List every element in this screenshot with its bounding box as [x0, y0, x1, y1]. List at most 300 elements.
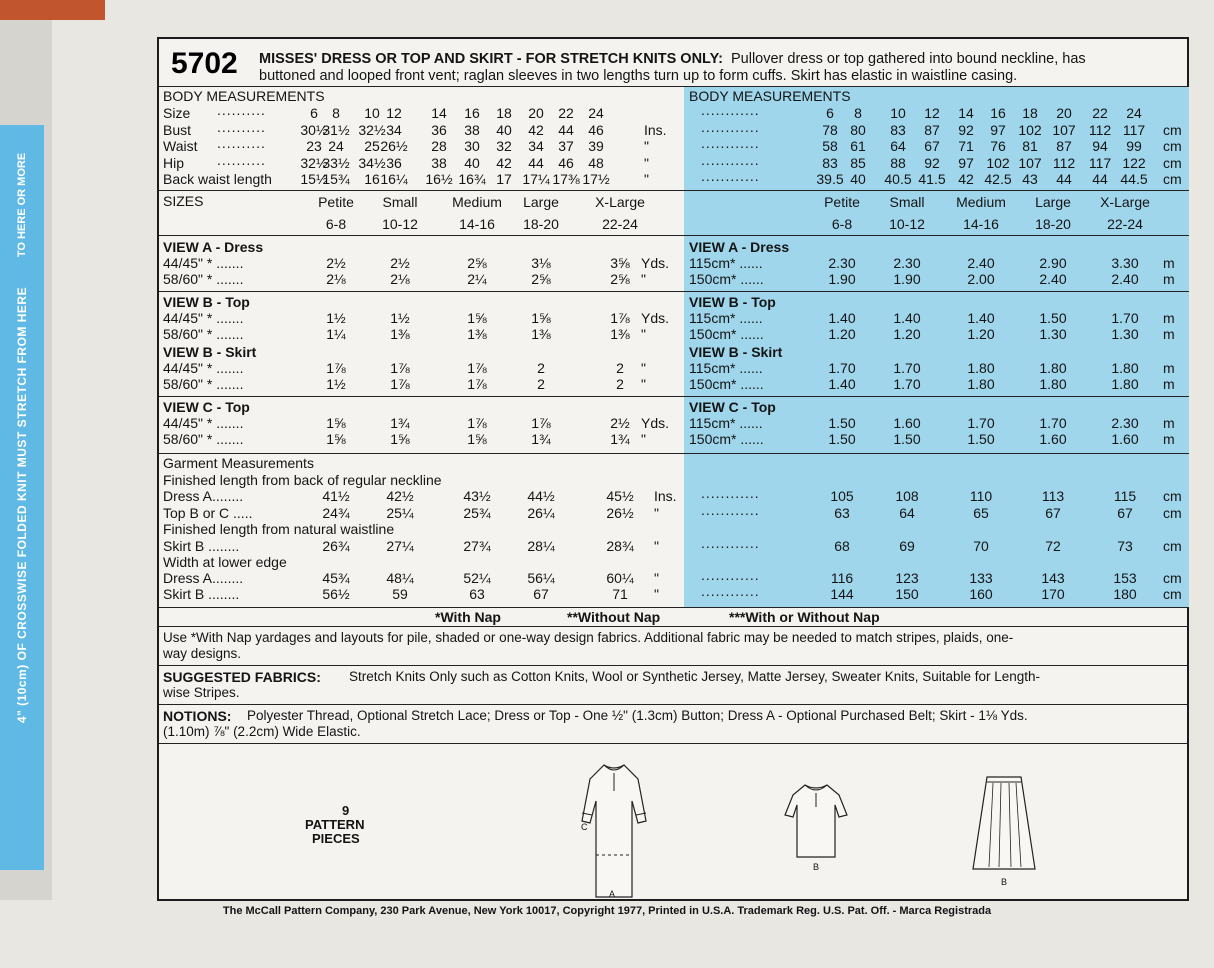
yardage-unit: Yds.: [641, 415, 670, 431]
garment-metric: 105: [830, 488, 854, 504]
garment-value: 24¾: [322, 505, 350, 521]
yardage-value: 1⅜: [467, 326, 487, 342]
measure-value: 17½: [582, 171, 610, 187]
garment-metric: 170: [1041, 586, 1065, 602]
measure-value: 16¼: [380, 171, 408, 187]
metric-value: 2.40: [1039, 271, 1067, 287]
measure-value: 6: [310, 105, 318, 121]
garment-sub-1: Finished length from back of regular neckline: [163, 472, 442, 488]
measure-value: 24: [1126, 105, 1142, 121]
garment-value: 59: [392, 586, 408, 602]
divider: [159, 86, 1189, 87]
measure-value: 39.5: [816, 171, 844, 187]
garment-label: Dress A........: [163, 488, 244, 504]
garment-metric-unit: cm: [1163, 586, 1182, 602]
size-range: 22-24: [1107, 216, 1143, 232]
measure-value: 31½: [322, 121, 350, 138]
garment-value: 71: [612, 586, 628, 602]
measure-value: 117: [1088, 154, 1112, 171]
yardage-value: 2½: [610, 415, 630, 431]
title-bold: MISSES' DRESS OR TOP AND SKIRT - FOR STRETCH KNITS ONLY:: [259, 51, 723, 67]
stretch-guide-text: 4" (10cm) OF CROSSWISE FOLDED KNIT MUST STRETCH FROM HERE: [15, 286, 29, 724]
garment-value: 28¾: [606, 538, 634, 554]
metric-value: 1.40: [893, 310, 921, 326]
yardage-value: 1⅜: [390, 326, 410, 342]
yardage-value: 1⅞: [390, 376, 410, 392]
metric-unit: m: [1163, 255, 1175, 271]
measure-value: 41.5: [918, 171, 946, 187]
metric-value: 2.40: [967, 255, 995, 271]
measure-value: 17¼: [522, 171, 550, 187]
yardage-value: 1⅝: [326, 415, 346, 431]
fabric-width-metric: 150cm* ......: [689, 271, 764, 287]
metric-value: 1.50: [1039, 310, 1067, 326]
measure-label: Bust: [163, 121, 192, 138]
notions-text-2: (1.10m) ⅞" (2.2cm) Wide Elastic.: [163, 724, 361, 739]
metric-value: 1.20: [967, 326, 995, 342]
measure-value: 17⅜: [552, 171, 580, 187]
measure-value: 30: [464, 138, 480, 154]
size-name: Medium: [956, 194, 1006, 210]
garment-value: 25¼: [386, 505, 414, 521]
measure-label: Waist: [163, 138, 198, 154]
divider: [159, 607, 1189, 608]
yardage-value: 2: [537, 376, 545, 392]
fabrics-text-1: Stretch Knits Only such as Cotton Knits, Wool or Synthetic Jersey, Matte Jersey, Sweater Knits, Suitable for Length-: [349, 669, 1041, 684]
measure-value: 34: [528, 138, 544, 154]
measure-value: 40: [850, 171, 866, 187]
yardage-unit: ": [641, 326, 646, 342]
measure-value: 22: [558, 105, 574, 121]
garment-metric: 113: [1041, 488, 1065, 504]
divider: [159, 396, 1189, 397]
metric-value: 1.70: [893, 360, 921, 376]
garment-metric: 70: [973, 538, 989, 554]
garment-value: 42½: [386, 488, 414, 504]
garment-value: 56½: [322, 586, 350, 602]
yardage-value: 1¾: [610, 431, 630, 447]
metric-value: 1.80: [1039, 376, 1067, 392]
measure-value: 80: [850, 121, 866, 138]
measure-value: 81: [1022, 138, 1038, 154]
divider: [159, 190, 1189, 191]
dot-leader: ............: [701, 135, 760, 151]
measure-value: 87: [924, 121, 940, 138]
metric-value: 1.60: [893, 415, 921, 431]
measure-value: 18: [496, 105, 512, 121]
size-range: 6-8: [831, 216, 853, 232]
measure-value: 8: [854, 105, 862, 121]
fabric-width-metric: 115cm* ......: [689, 360, 763, 376]
yardage-value: 1⅜: [531, 326, 551, 342]
measure-value: 15¾: [322, 171, 350, 187]
measure-value: 34: [386, 121, 402, 138]
garment-value: 45¾: [322, 570, 350, 586]
pattern-info-panel: [157, 37, 1189, 901]
sizes-label: SIZES: [163, 193, 204, 209]
metric-value: 1.40: [967, 310, 995, 326]
garment-metric: 108: [895, 488, 919, 504]
measure-value: 92: [958, 121, 974, 138]
yardage-value: 1⅞: [467, 360, 487, 376]
sketch-label-c: C: [581, 822, 588, 832]
measure-value: 87: [1056, 138, 1072, 154]
fabric-width-metric: 115cm* ......: [689, 415, 763, 431]
metric-value: 2.30: [1111, 415, 1139, 431]
measure-value: 107: [1018, 154, 1042, 171]
yardage-value: 2½: [390, 255, 410, 271]
fabric-width-metric: 150cm* ......: [689, 431, 764, 447]
metric-value: 1.90: [893, 271, 921, 287]
dot-leader: ............: [701, 102, 760, 118]
measure-value: 97: [990, 121, 1006, 138]
size-range: 18-20: [1035, 216, 1071, 232]
garment-value: 48¼: [386, 570, 414, 586]
skirt-sketch: [969, 773, 1039, 873]
view-title-metric: VIEW C - Top: [689, 399, 776, 415]
metric-value: 1.70: [1111, 310, 1139, 326]
body-measurements-label: BODY MEASUREMENTS: [163, 88, 325, 104]
measure-value: 97: [958, 154, 974, 171]
yardage-value: 1⅞: [326, 360, 346, 376]
yardage-value: 2⅝: [610, 271, 630, 287]
yardage-unit: ": [641, 431, 646, 447]
fabric-width: 44/45" * .......: [163, 310, 244, 326]
metric-value: 1.50: [828, 415, 856, 431]
measure-value: 88: [890, 154, 906, 171]
metric-value: 1.80: [1111, 376, 1139, 392]
garment-metric: 73: [1117, 538, 1133, 554]
yardage-value: 1⅝: [390, 431, 410, 447]
garment-value: 43½: [463, 488, 491, 504]
yardage-value: 1⅝: [467, 310, 487, 326]
yardage-value: 2⅛: [326, 271, 346, 287]
measure-value: 15½: [300, 171, 328, 187]
measure-value: 102: [986, 154, 1010, 171]
dot-leader: ..........: [217, 118, 266, 135]
metric-value: 1.40: [828, 376, 856, 392]
fabric-width: 58/60" * .......: [163, 376, 244, 392]
garment-value: 28¼: [527, 538, 555, 554]
measure-value: 22: [1092, 105, 1108, 121]
size-name: X-Large: [595, 194, 645, 210]
fabric-width-metric: 115cm* ......: [689, 310, 763, 326]
measure-value: 39: [588, 138, 604, 154]
yardage-unit: ": [641, 360, 646, 376]
size-name: Small: [889, 194, 925, 210]
size-range: 22-24: [602, 216, 638, 232]
garment-value: 67: [533, 586, 549, 602]
yardage-value: 1⅞: [390, 360, 410, 376]
metric-value: 2.40: [1111, 271, 1139, 287]
measure-value: 36: [431, 121, 447, 138]
dot-leader: ............: [701, 583, 760, 599]
measure-value: 8: [332, 105, 340, 121]
measure-value: 64: [890, 138, 906, 154]
garment-label: Skirt B ........: [163, 538, 240, 554]
notions-text-1: Polyester Thread, Optional Stretch Lace; Dress or Top - One ½" (1.3cm) Button; Dress A - Optional Purchased Belt; Skirt - 1⅛ Yds.: [247, 708, 1028, 723]
garment-metric: 160: [969, 586, 993, 602]
nap-without: **Without Nap: [567, 609, 661, 625]
measure-value: 83: [822, 154, 838, 171]
measure-value: 83: [890, 121, 906, 138]
size-range: 10-12: [889, 216, 925, 232]
view-title: VIEW B - Skirt: [163, 344, 257, 360]
metric-value: 1.30: [1039, 326, 1067, 342]
metric-unit: m: [1163, 326, 1175, 342]
metric-value: 1.60: [1111, 431, 1139, 447]
measure-value: 102: [1018, 121, 1042, 138]
fabrics-label: SUGGESTED FABRICS:: [163, 669, 321, 685]
garment-value: 26½: [606, 505, 634, 521]
yardage-unit: ": [641, 271, 646, 287]
use-note-1: Use *With Nap yardages and layouts for pile, shaded or one-way design fabrics. Additional fabric may be needed to match stripes, plaids, one-: [163, 630, 1014, 645]
measure-value: 92: [924, 154, 940, 171]
view-title: VIEW A - Dress: [163, 239, 264, 255]
measure-unit: cm: [1163, 154, 1182, 171]
view-title: VIEW C - Top: [163, 399, 250, 415]
garment-metric: 123: [895, 570, 919, 586]
dot-leader: ..........: [217, 151, 266, 168]
yardage-value: 3⅛: [531, 255, 551, 271]
yardage-value: 1½: [326, 310, 346, 326]
dot-leader: ............: [701, 151, 760, 168]
yardage-value: 2⅛: [390, 271, 410, 287]
size-name: Large: [1035, 194, 1071, 210]
dot-leader: ............: [701, 485, 760, 501]
measure-value: 40: [496, 121, 512, 138]
metric-value: 2.30: [893, 255, 921, 271]
measure-value: 48: [588, 154, 604, 171]
metric-unit: m: [1163, 271, 1175, 287]
garment-value: 41½: [322, 488, 350, 504]
measure-value: 6: [826, 105, 834, 121]
metric-value: 1.80: [1039, 360, 1067, 376]
garment-metric: 65: [973, 505, 989, 521]
dot-leader: ............: [701, 118, 760, 135]
pattern-pieces-count: 9: [342, 803, 350, 818]
yardage-value: 2: [616, 376, 624, 392]
measure-value: 33½: [322, 154, 350, 171]
garment-metric: 153: [1113, 570, 1137, 586]
view-title: VIEW B - Top: [163, 294, 250, 310]
yardage-value: 2¼: [467, 271, 487, 287]
sketch-label-b1: B: [813, 862, 820, 872]
metric-value: 1.20: [893, 326, 921, 342]
metric-value: 3.30: [1111, 255, 1139, 271]
garment-sub-2: Finished length from natural waistline: [163, 521, 395, 537]
garment-value: 56¼: [527, 570, 555, 586]
measure-value: 34½: [358, 154, 386, 171]
garment-metric: 143: [1041, 570, 1065, 586]
measure-value: 37: [558, 138, 574, 154]
sketch-label-a: A: [609, 889, 616, 899]
measure-value: 76: [990, 138, 1006, 154]
measure-value: 38: [464, 121, 480, 138]
fabric-width: 44/45" * .......: [163, 415, 244, 431]
yardage-value: 1¾: [531, 431, 551, 447]
measure-value: 18: [1022, 105, 1038, 121]
measure-value: 44.5: [1120, 171, 1148, 187]
measure-value: 16: [990, 105, 1006, 121]
garment-metric-unit: cm: [1163, 488, 1182, 504]
measure-value: 67: [924, 138, 940, 154]
metric-value: 2.30: [828, 255, 856, 271]
garment-metric: 68: [834, 538, 850, 554]
divider: [159, 453, 1189, 454]
body-measurements-label-metric: BODY MEASUREMENTS: [689, 88, 851, 104]
measure-label: Back waist length: [163, 171, 272, 187]
garment-metric: 67: [1045, 505, 1061, 521]
measure-unit: cm: [1163, 171, 1182, 187]
divider: [159, 291, 1189, 292]
divider: [159, 665, 1189, 666]
divider: [159, 626, 1189, 627]
size-name: X-Large: [1100, 194, 1150, 210]
measure-value: 85: [850, 154, 866, 171]
garment-sub-3: Width at lower edge: [163, 554, 287, 570]
measure-value: 42.5: [984, 171, 1012, 187]
size-name: Small: [382, 194, 418, 210]
fabric-width-metric: 150cm* ......: [689, 326, 764, 342]
dot-leader: ............: [701, 168, 760, 184]
garment-metric: 110: [969, 488, 993, 504]
metric-value: 2.90: [1039, 255, 1067, 271]
garment-metric: 150: [895, 586, 919, 602]
size-range: 14-16: [963, 216, 999, 232]
garment-metric: 180: [1113, 586, 1137, 602]
measure-value: 16: [464, 105, 480, 121]
garment-label: Skirt B ........: [163, 586, 240, 602]
pattern-pieces-label-2: PIECES: [312, 831, 360, 846]
measure-value: 99: [1126, 138, 1142, 154]
measure-value: 42: [958, 171, 974, 187]
garment-metric: 115: [1113, 488, 1137, 504]
title-rest-2: buttoned and looped front vent; raglan sleeves in two lengths turn up to form cuffs. Skirt has elastic in waistline casing.: [259, 68, 1018, 84]
measure-value: 42: [528, 121, 544, 138]
size-name: Petite: [318, 194, 354, 210]
measure-unit: ": [644, 138, 649, 154]
garment-unit: Ins.: [654, 488, 677, 504]
metric-unit: m: [1163, 310, 1175, 326]
garment-value: 63: [469, 586, 485, 602]
size-range: 6-8: [325, 216, 347, 232]
nap-either: ***With or Without Nap: [729, 609, 880, 625]
fabric-width: 58/60" * .......: [163, 326, 244, 342]
metric-value: 1.70: [828, 360, 856, 376]
dot-leader: ..........: [217, 102, 266, 118]
garment-value: 44½: [527, 488, 555, 504]
fabric-width-metric: 115cm* ......: [689, 255, 763, 271]
metric-value: 1.50: [828, 431, 856, 447]
measure-value: 25: [364, 138, 380, 154]
metric-value: 1.40: [828, 310, 856, 326]
measure-value: 32½: [300, 154, 328, 171]
fabric-width: 58/60" * .......: [163, 271, 244, 287]
measure-value: 117: [1122, 121, 1146, 138]
measure-unit: ": [644, 171, 649, 187]
garment-label: Dress A........: [163, 570, 244, 586]
metric-value: 1.70: [893, 376, 921, 392]
garment-metric: 116: [830, 570, 854, 586]
metric-value: 1.50: [893, 431, 921, 447]
fabric-width-metric: 150cm* ......: [689, 376, 764, 392]
yardage-value: 3⅝: [610, 255, 630, 271]
fabrics-text-2: wise Stripes.: [163, 685, 240, 700]
yardage-value: 1⅜: [610, 326, 630, 342]
metric-unit: m: [1163, 360, 1175, 376]
yardage-value: 1¼: [326, 326, 346, 342]
nap-with: *With Nap: [435, 609, 501, 625]
measure-value: 10: [364, 105, 380, 121]
yardage-value: 2⅝: [467, 255, 487, 271]
yardage-unit: ": [641, 376, 646, 392]
garment-metric-unit: cm: [1163, 538, 1182, 554]
divider: [159, 743, 1189, 744]
measure-value: 71: [958, 138, 974, 154]
garment-metric: 72: [1045, 538, 1061, 554]
dot-leader: ............: [701, 502, 760, 518]
garment-metric: 63: [834, 505, 850, 521]
divider: [159, 235, 1189, 236]
garment-metric: 69: [899, 538, 915, 554]
metric-unit: m: [1163, 376, 1175, 392]
yardage-value: 2⅝: [531, 271, 551, 287]
garment-unit: ": [654, 538, 659, 554]
yardage-value: 2: [537, 360, 545, 376]
yardage-value: 1¾: [390, 415, 410, 431]
yardage-value: 1½: [390, 310, 410, 326]
measure-unit: cm: [1163, 138, 1182, 154]
size-name: Petite: [824, 194, 860, 210]
metric-unit: m: [1163, 431, 1175, 447]
measure-label: Size: [163, 105, 191, 121]
measure-value: 122: [1122, 154, 1146, 171]
metric-value: 1.60: [1039, 431, 1067, 447]
yardage-unit: Yds.: [641, 255, 670, 271]
measure-value: 32½: [358, 121, 386, 138]
measure-value: 16: [364, 171, 380, 187]
dot-leader: ............: [701, 567, 760, 583]
size-name: Large: [523, 194, 559, 210]
notions-label: NOTIONS:: [163, 708, 232, 724]
measure-value: 16¾: [458, 171, 486, 187]
measure-value: 94: [1092, 138, 1108, 154]
yardage-value: 1½: [326, 376, 346, 392]
measure-value: 36: [386, 154, 402, 171]
measure-value: 43: [1022, 171, 1038, 187]
measure-value: 24: [588, 105, 604, 121]
yardage-value: 2½: [326, 255, 346, 271]
measure-value: 107: [1052, 121, 1076, 138]
measure-value: 20: [1056, 105, 1072, 121]
garment-value: 60¼: [606, 570, 634, 586]
measure-value: 44: [1056, 171, 1072, 187]
measure-value: 12: [924, 105, 940, 121]
metric-value: 2.00: [967, 271, 995, 287]
metric-value: 1.80: [967, 360, 995, 376]
measure-value: 12: [386, 105, 402, 121]
garment-label: Top B or C .....: [163, 505, 253, 521]
measure-value: 32: [496, 138, 512, 154]
stretch-guide-strip: [0, 125, 44, 870]
measure-value: 44: [528, 154, 544, 171]
size-name: Medium: [452, 194, 502, 210]
measure-value: 26½: [380, 138, 408, 154]
pattern-number: 5702: [171, 47, 238, 80]
envelope-tear: [0, 0, 105, 20]
garment-value: 27¼: [386, 538, 414, 554]
